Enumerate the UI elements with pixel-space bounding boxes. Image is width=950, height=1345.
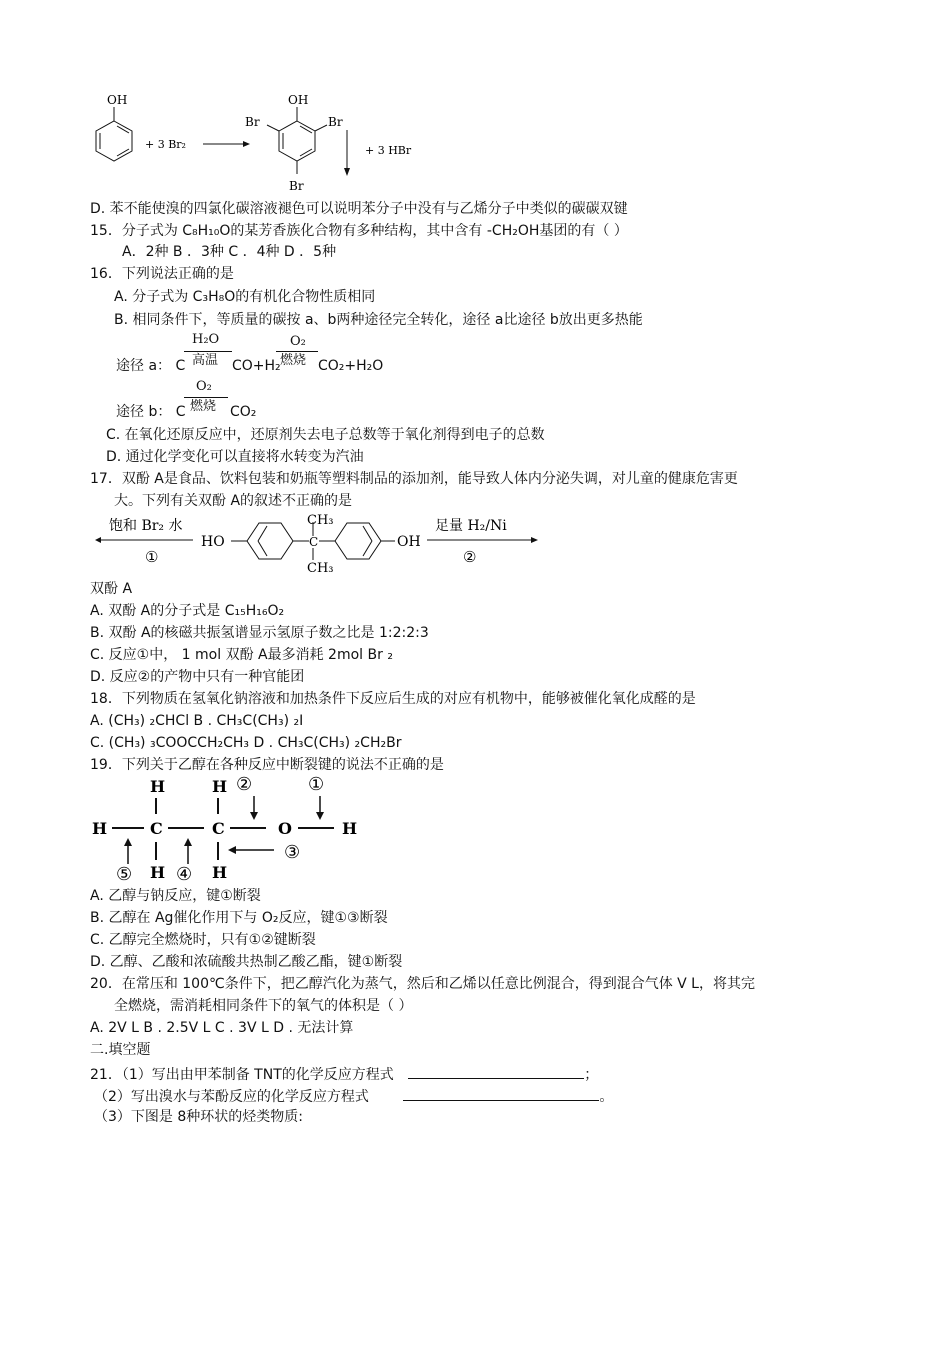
central-carbon: C — [309, 535, 319, 549]
q16-option-a: A. 分子式为 C₃H₈O的有机化合物性质相同 — [114, 289, 376, 305]
bisphenol-a-figure — [95, 510, 545, 578]
ho-label: HO — [201, 534, 225, 550]
q18-options-row1: A. (CH₃) ₂CHCl B . CH₃C(CH₃) ₂I — [90, 713, 304, 729]
q21-part1-text: 21．（1）写出由甲苯制备 TNT的化学反应方程式 — [90, 1067, 394, 1083]
q21-part2-text: （2）写出溴水与苯酚反应的化学反应方程式 — [94, 1089, 369, 1105]
br-right-label: Br — [328, 115, 343, 129]
reaction-2-label: ② — [463, 548, 477, 566]
q16-option-c: C. 在氧化还原反应中，还原剂失去电子总数等于氧化剂得到电子的总数 — [106, 427, 545, 443]
q16-option-b: B. 相同条件下，等质量的碳按 a、b两种途径完全转化，途径 a比途径 b放出更多热能 — [114, 312, 643, 328]
h-bottom-left: H — [150, 863, 166, 882]
q21-part1-end: ； — [584, 1067, 599, 1083]
q16-option-d: D. 通过化学变化可以直接将水转变为汽油 — [106, 449, 364, 465]
q17-stem-line1: 17．双酚 A是食品、饮料包装和奶瓶等塑料制品的添加剂，能导致人体内分泌失调，对儿童的健康危害更 — [90, 471, 738, 487]
q19-option-b: B. 乙醇在 Ag催化作用下与 O₂反应，键①③断裂 — [90, 910, 388, 926]
route-b-condition: 燃烧 — [190, 399, 217, 414]
phenol-bromination-figure — [85, 88, 445, 198]
route-a-reagent2: O₂ — [290, 334, 306, 349]
plus-hbr-label: + 3 HBr — [365, 144, 412, 157]
phenol-oh-label: OH — [107, 93, 128, 107]
reaction-1-label: ① — [145, 548, 159, 566]
tribromophenol-oh-label: OH — [288, 93, 309, 107]
q19-option-c: C. 乙醇完全燃烧时，只有①②键断裂 — [90, 932, 316, 948]
br-left-label: Br — [245, 115, 260, 129]
methyl-bottom: CH₃ — [307, 561, 334, 576]
reagent-h2-ni: 足量 H₂/Ni — [435, 518, 507, 534]
route-a-start: 途径 a： C — [116, 358, 186, 374]
q21-part1 — [90, 1064, 598, 1084]
q19-stem: 19．下列关于乙醇在各种反应中断裂键的说法不正确的是 — [90, 757, 444, 773]
route-b-reagent: O₂ — [196, 379, 212, 394]
h-bottom-right: H — [212, 863, 228, 882]
q18-options-row2: C. (CH₃) ₃COOCCH₂CH₃ D . CH₃C(CH₃) ₂CH₂Br — [90, 735, 402, 751]
q20-stem-line1: 20．在常压和 100℃条件下，把乙醇汽化为蒸气，然后和乙烯以任意比例混合，得到混合气体 V L，将其完 — [90, 976, 755, 992]
bond-2-label: ② — [236, 774, 253, 795]
route-a-product: CO₂+H₂O — [318, 358, 384, 374]
q17-option-d: D. 反应②的产物中只有一种官能团 — [90, 669, 305, 685]
q15-stem: 15．分子式为 C₈H₁₀O的某芳香族化合物有多种结构，其中含有 -CH₂OH基团的有（ ） — [90, 223, 628, 239]
q16-stem: 16．下列说法正确的是 — [90, 266, 234, 282]
q21-part2-answer-blank[interactable] — [403, 1086, 599, 1101]
q21-part2-end: 。 — [599, 1089, 614, 1105]
bond-5-label: ⑤ — [116, 864, 133, 885]
route-a-reagent1: H₂O — [192, 332, 220, 347]
q17-option-a: A. 双酚 A的分子式是 C₁₅H₁₆O₂ — [90, 603, 285, 619]
q14-option-d: D. 苯不能使溴的四氯化碳溶液褪色可以说明苯分子中没有与乙烯分子中类似的碳碳双键 — [90, 201, 628, 217]
route-b-product: CO₂ — [230, 404, 257, 420]
q19-option-d: D. 乙醇、乙酸和浓硫酸共热制乙酸乙酯，键①断裂 — [90, 954, 403, 970]
h-top-left: H — [150, 777, 166, 796]
q19-option-a: A. 乙醇与钠反应，键①断裂 — [90, 888, 261, 904]
q20-options: A. 2V L B . 2.5V L C . 3V L D . 无法计算 — [90, 1020, 354, 1036]
reagent-br2-water: 饱和 Br₂ 水 — [109, 518, 183, 534]
br-bottom-label: Br — [289, 179, 304, 193]
q21-part2 — [94, 1086, 613, 1106]
methyl-top: CH₃ — [307, 513, 334, 528]
bond-3-label: ③ — [284, 842, 301, 863]
section-fill-in-title: 二.填空题 — [90, 1042, 151, 1058]
route-a-condition2: 燃烧 — [280, 353, 307, 368]
route-a-intermediate: CO+H₂ — [232, 358, 281, 374]
q17-stem-line2: 大。下列有关双酚 A的叙述不正确的是 — [114, 493, 353, 509]
oh-label: OH — [397, 534, 421, 550]
q21-part1-answer-blank[interactable] — [408, 1064, 584, 1079]
q17-option-c: C. 反应①中， 1 mol 双酚 A最多消耗 2mol Br ₂ — [90, 647, 393, 663]
q15-options: A．2种 B ．3种 C ．4种 D ．5种 — [122, 244, 337, 260]
bond-4-label: ④ — [176, 864, 193, 885]
bisphenol-a-name: 双酚 A — [90, 581, 133, 597]
o-atom: O — [278, 819, 292, 838]
route-a-condition1: 高温 — [192, 353, 219, 368]
h-top-right: H — [212, 777, 228, 796]
h-left: H — [92, 819, 108, 838]
c2: C — [212, 819, 225, 838]
route-b-start: 途径 b： C — [116, 404, 186, 420]
h-right: H — [342, 819, 358, 838]
q18-stem: 18．下列物质在氢氧化钠溶液和加热条件下反应后生成的对应有机物中，能够被催化氧化成醛的是 — [90, 691, 696, 707]
plus-br2-label: + 3 Br₂ — [145, 138, 186, 151]
ethanol-structure-figure — [88, 770, 378, 890]
q20-stem-line2: 全燃烧，需消耗相同条件下的氧气的体积是（ ） — [114, 998, 413, 1014]
q21-part3: （3）下图是 8种环状的烃类物质: — [94, 1109, 303, 1125]
c1: C — [150, 819, 163, 838]
q17-option-b: B. 双酚 A的核磁共振氢谱显示氢原子数之比是 1:2:2:3 — [90, 625, 429, 641]
bond-1-label: ① — [308, 774, 325, 795]
